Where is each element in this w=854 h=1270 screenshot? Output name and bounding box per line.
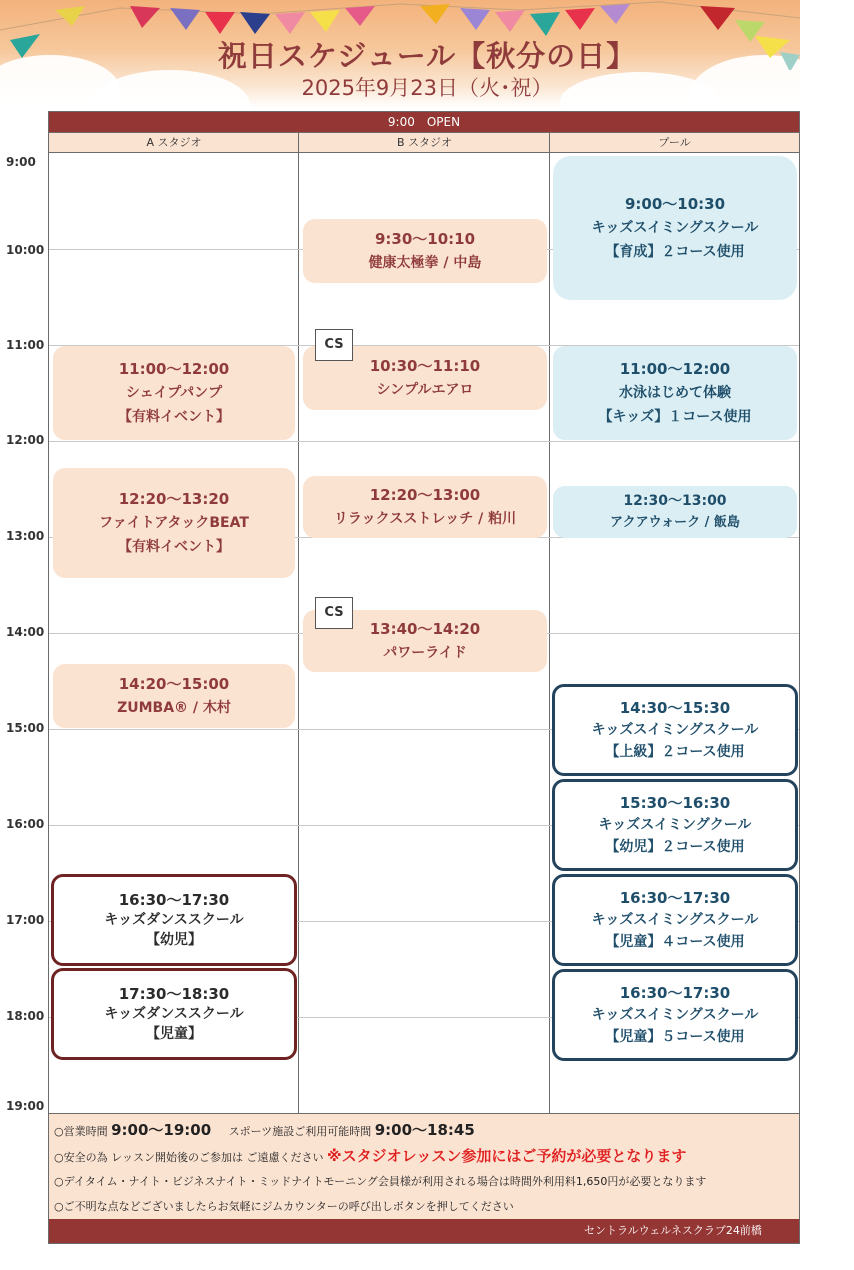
lesson-card[interactable]: 17:30〜18:30 キッズダンススクール 【児童】 [51,968,297,1060]
time-label: 12:00 [6,433,45,447]
page-date: 2025年9月23日（火･祝） [301,76,553,100]
hour-line [49,441,799,442]
fee-line: ○デイタイム・ナイト・ビジネスナイト・ミッドナイトモーニング会員様が利用される場合は時間外利用料1,650円が必要となります [54,1175,707,1188]
lesson-card[interactable]: 9:30〜10:10 健康太極拳 / 中島 [303,219,547,283]
open-bar: 9:00 OPEN [49,112,799,132]
lesson-card[interactable]: 16:30〜17:30 キッズダンススクール 【幼児】 [51,874,297,966]
time-label: 10:00 [6,243,45,257]
time-label: 19:00 [6,1099,45,1113]
safety-line: ○安全の為 レッスン開始後のご参加は ご遠慮ください ※スタジオレッスン参加にはご予約が必要となります [54,1147,687,1165]
time-label: 17:00 [6,913,45,927]
cs-badge: CS [315,329,353,361]
time-label: 11:00 [6,338,45,352]
lesson-card[interactable]: 9:00〜10:30 キッズスイミングスクール 【育成】２コース使用 [553,156,797,300]
schedule-grid [48,111,800,1244]
lesson-card[interactable]: 10:30〜11:10 シンプルエアロ [303,346,547,410]
lesson-card[interactable]: 13:40〜14:20 パワーライド [303,610,547,672]
page-title: 祝日スケジュール【秋分の日】 [217,39,637,73]
time-label: 14:00 [6,625,45,639]
lesson-card[interactable]: 11:00〜12:00 シェイプパンプ 【有料イベント】 [53,346,295,440]
lesson-card[interactable]: 14:20〜15:00 ZUMBA® / 木村 [53,664,295,728]
column-divider [298,132,299,1113]
time-label: 13:00 [6,529,45,543]
lesson-card[interactable]: 14:30〜15:30 キッズスイミングスクール 【上級】２コース使用 [552,684,798,776]
column-divider [549,132,550,1113]
column-header-studio-b: B スタジオ [299,132,550,153]
cs-badge: CS [315,597,353,629]
hours-line: ○営業時間 9:00〜19:00 スポーツ施設ご利用可能時間 9:00〜18:45 [54,1121,475,1139]
time-label: 16:00 [6,817,45,831]
column-header-studio-a: A スタジオ [49,132,299,153]
time-label: 15:00 [6,721,45,735]
lesson-card[interactable]: 16:30〜17:30 キッズスイミングスクール 【児童】５コース使用 [552,969,798,1061]
lesson-card[interactable]: 16:30〜17:30 キッズスイミングスクール 【児童】４コース使用 [552,874,798,966]
contact-line: ○ご不明な点などございましたらお気軽にジムカウンターの呼び出しボタンを押してください [54,1200,514,1213]
footer-notes [49,1113,799,1219]
lesson-card[interactable]: 12:30〜13:00 アクアウォーク / 飯島 [553,486,797,538]
club-credit: セントラルウェルネスクラブ24前橋 [49,1219,799,1243]
column-header-pool: プール [550,132,799,153]
time-label: 9:00 [6,155,36,169]
lesson-card[interactable]: 12:20〜13:00 リラックスストレッチ / 粕川 [303,476,547,538]
time-label: 18:00 [6,1009,45,1023]
lesson-card[interactable]: 15:30〜16:30 キッズスイミングクール 【幼児】２コース使用 [552,779,798,871]
lesson-card[interactable]: 11:00〜12:00 水泳はじめて体験 【キッズ】１コース使用 [553,346,797,440]
lesson-card[interactable]: 12:20〜13:20 ファイトアタックBEAT 【有料イベント】 [53,468,295,578]
